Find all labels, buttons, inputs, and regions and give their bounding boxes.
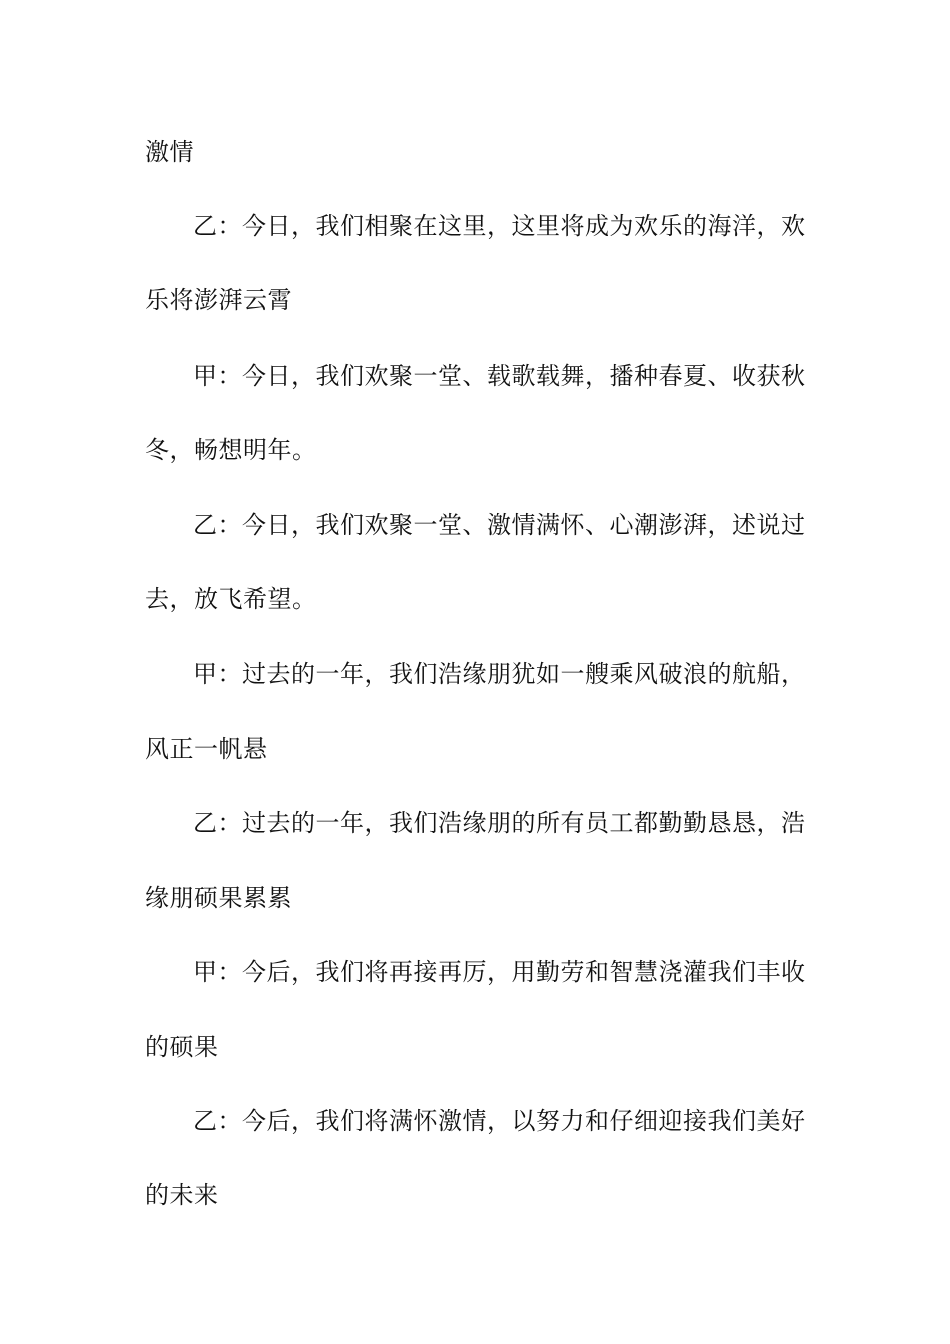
text-line: 乐将澎湃云霄 [145, 286, 292, 314]
text-line: 冬，畅想明年。 [145, 436, 317, 464]
text-line: 缘朋硕果累累 [145, 884, 292, 912]
paragraph-line: 甲：过去的一年，我们浩缘朋犹如一艘乘风破浪的航船， [193, 660, 806, 688]
text-line: 风正一帆悬 [145, 735, 268, 763]
text-line: 去，放飞希望。 [145, 585, 317, 613]
text-line: 激情 [145, 138, 194, 166]
text-line: 的未来 [145, 1181, 219, 1209]
text-line: 的硕果 [145, 1033, 219, 1061]
paragraph-line: 甲：今日，我们欢聚一堂、载歌载舞，播种春夏、收获秋 [193, 362, 806, 390]
paragraph-line: 乙：过去的一年，我们浩缘朋的所有员工都勤勤恳恳，浩 [193, 809, 806, 837]
paragraph-line: 乙：今日，我们欢聚一堂、激情满怀、心潮澎湃，述说过 [193, 511, 806, 539]
paragraph-line: 甲：今后，我们将再接再厉，用勤劳和智慧浇灌我们丰收 [193, 958, 806, 986]
paragraph-line: 乙：今后，我们将满怀激情，以努力和仔细迎接我们美好 [193, 1107, 806, 1135]
paragraph-line: 乙：今日，我们相聚在这里，这里将成为欢乐的海洋，欢 [193, 212, 806, 240]
